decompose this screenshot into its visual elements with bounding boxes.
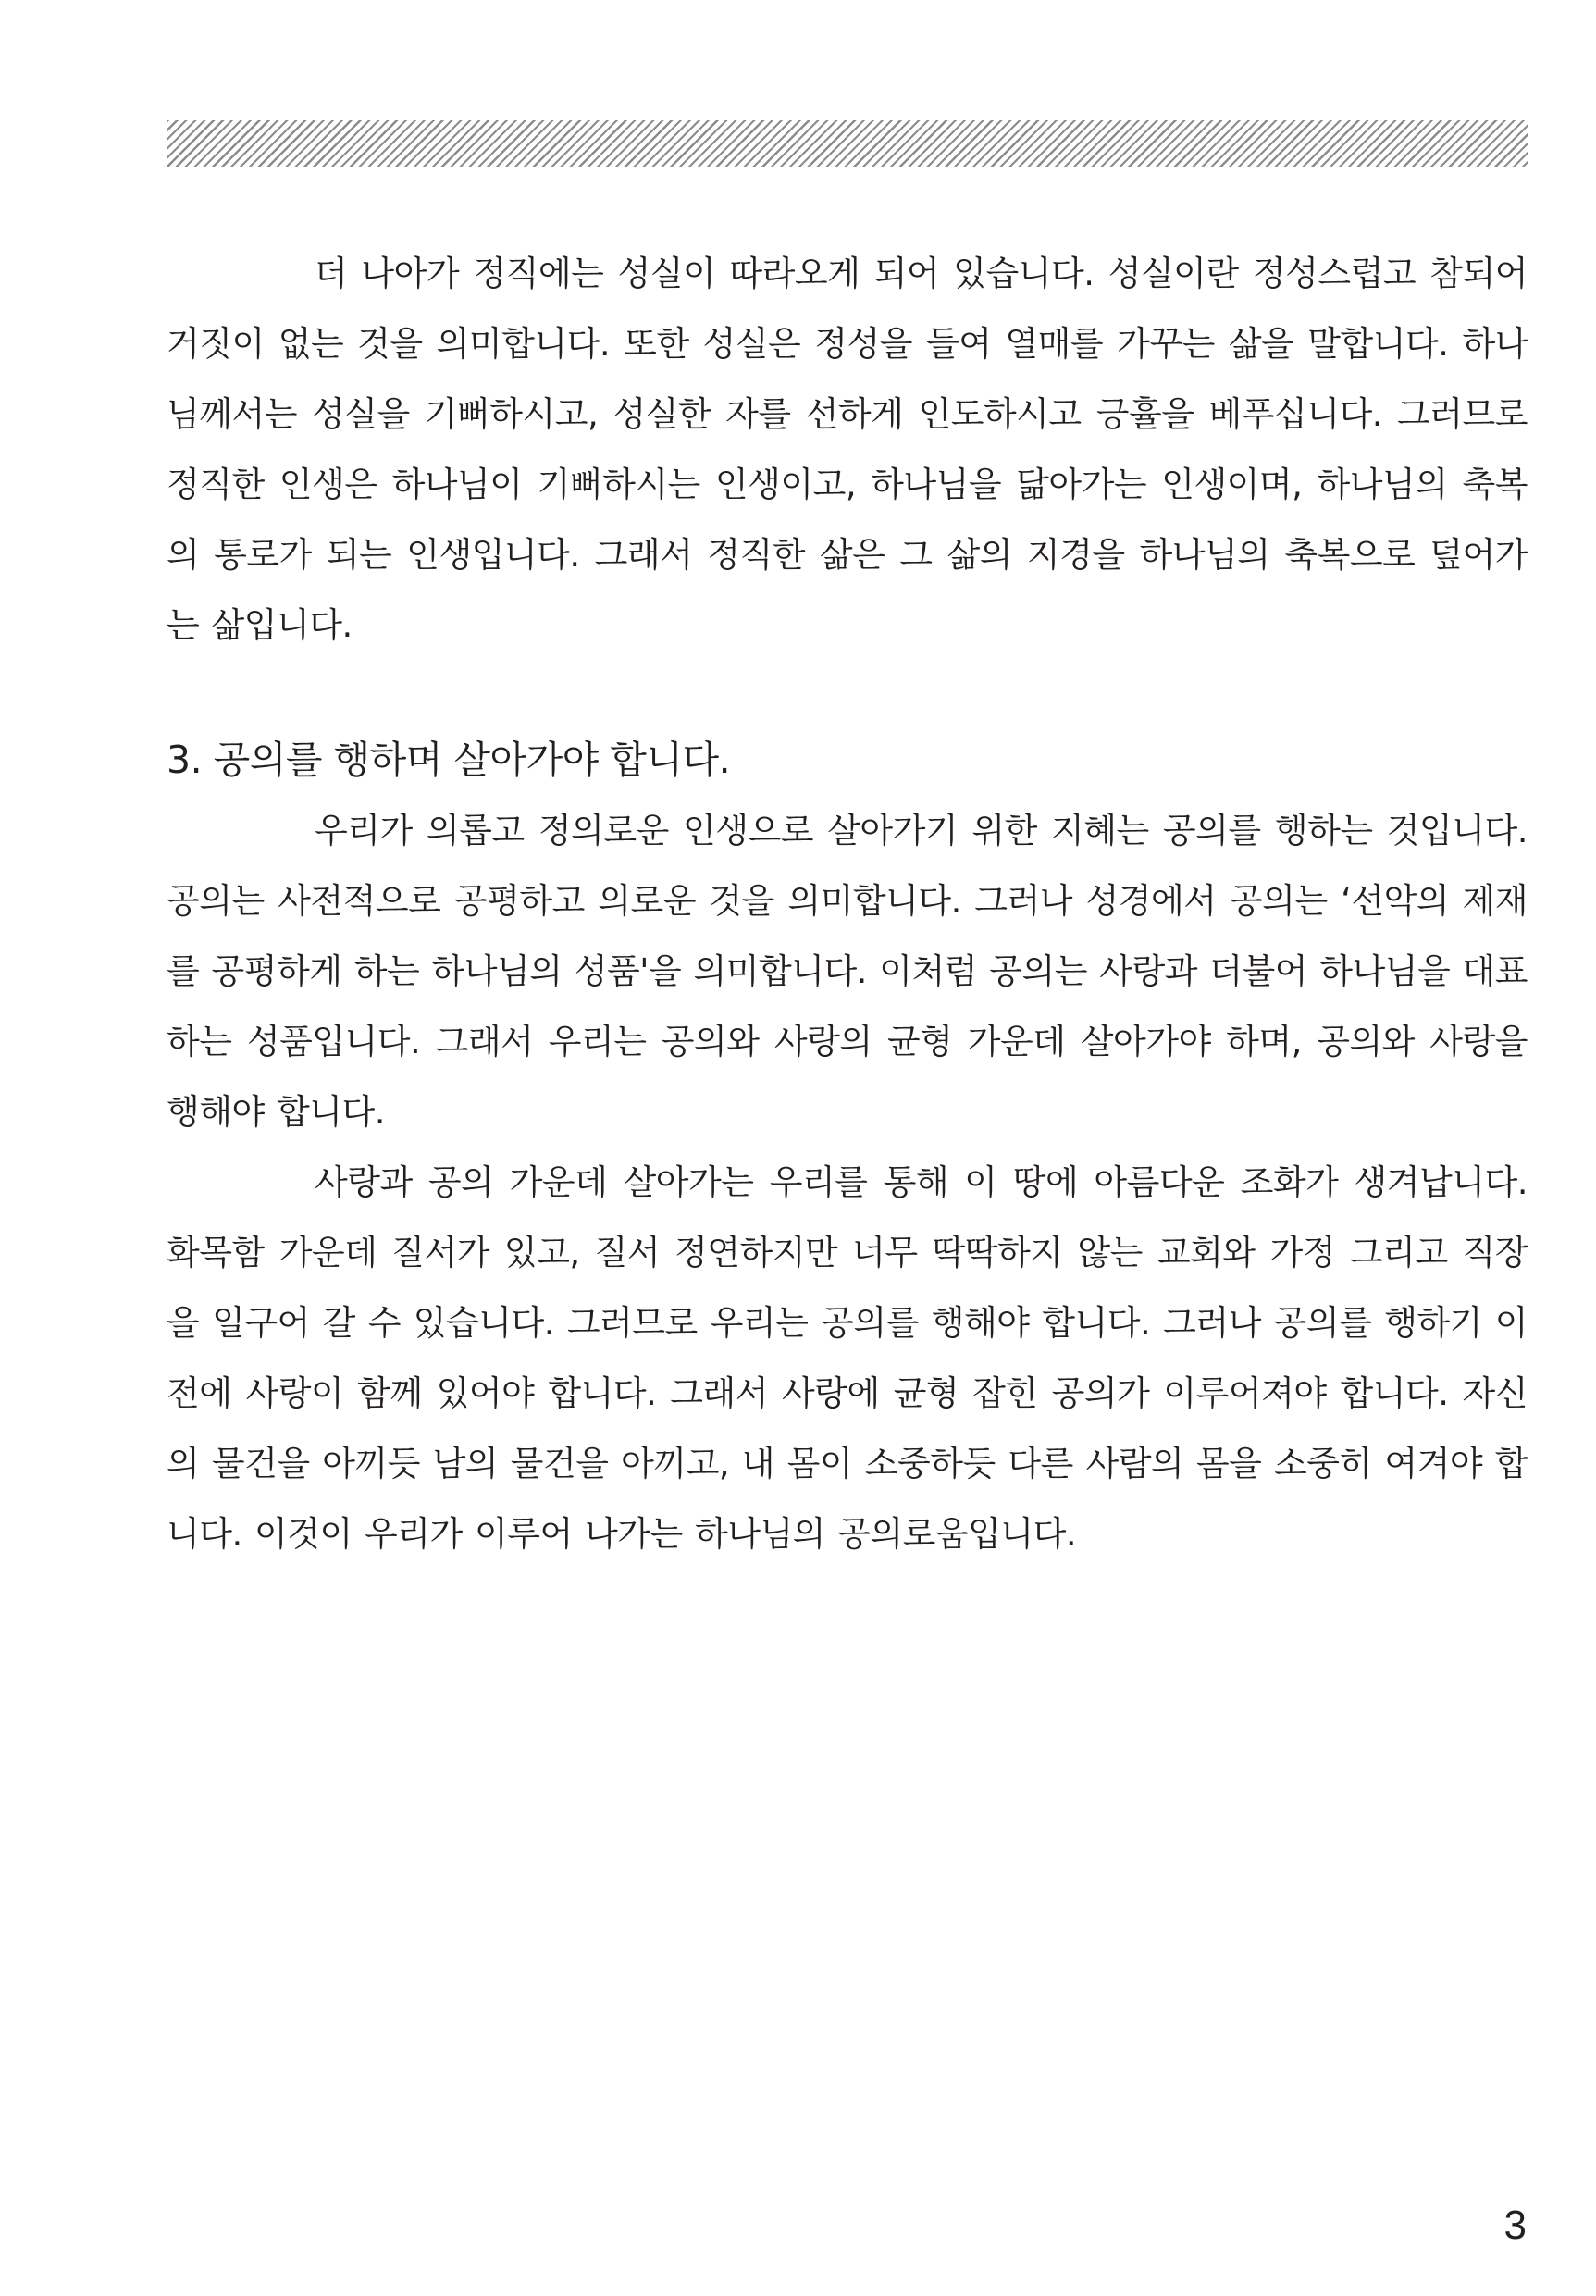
section-heading: 3. 공의를 행하며 살아가야 합니다. [167, 738, 731, 782]
paragraph-love-and-justice: 사랑과 공의 가운데 살아가는 우리를 통해 이 땅에 아름다운 조화가 생겨납니다. 화목함 가운데 질서가 있고, 질서 정연하지만 너무 딱딱하지 않는 교회와 가정 그리고 직장을 일구어 갈 수 있습니다. 그러므로 우리는 공의를 행해야 합니다. 그러나 공의를 행하기 이전에 사랑이 함께 있어야 합니다. 그래서 사랑에 균형 잡힌 공의가 이루어져야 합니다. 자신의 물건을 아끼듯 남의 물건을 아끼고, 내 몸이 소중하듯 다른 사람의 몸을 소중히 여겨야 합니다. 이것이 우리가 이루어 나가는 하나님의 공의로움입니다. [167, 1162, 1528, 1554]
paragraph-honesty-sincerity: 더 나아가 정직에는 성실이 따라오게 되어 있습니다. 성실이란 정성스럽고 참되어 거짓이 없는 것을 의미합니다. 또한 성실은 정성을 들여 열매를 가꾸는 삶을 말합니다. 하나님께서는 성실을 기뻐하시고, 성실한 자를 선하게 인도하시고 긍휼을 베푸십니다. 그러므로 정직한 인생은 하나님이 기뻐하시는 인생이고, 하나님을 닮아가는 인생이며, 하나님의 축복의 통로가 되는 인생입니다. 그래서 정직한 삶은 그 삶의 지경을 하나님의 축복으로 덮어가는 삶입니다. [167, 254, 1528, 645]
decorative-header-bar [167, 120, 1528, 167]
paragraph-justice-definition: 우리가 의롭고 정의로운 인생으로 살아가기 위한 지혜는 공의를 행하는 것입니다. 공의는 사전적으로 공평하고 의로운 것을 의미합니다. 그러나 성경에서 공의는 ‘선악의 제재를 공평하게 하는 하나님의 성품'을 의미합니다. 이처럼 공의는 사랑과 더불어 하나님을 대표하는 성품입니다. 그래서 우리는 공의와 사랑의 균형 가운데 살아가야 하며, 공의와 사랑을 행해야 합니다. [167, 811, 1528, 1132]
page-number: 3 [1503, 2203, 1527, 2248]
page-body [167, 239, 1528, 1570]
